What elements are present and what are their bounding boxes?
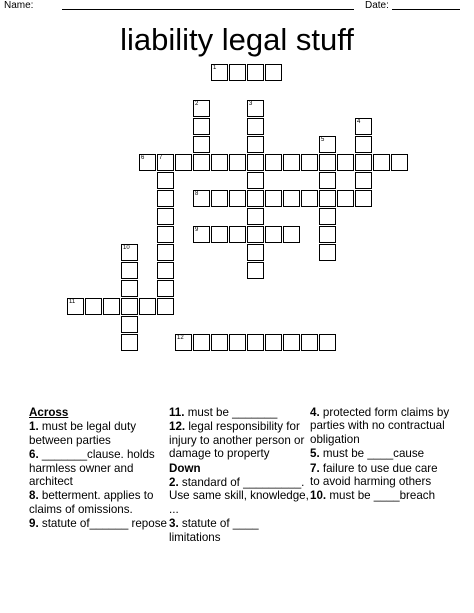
grid-cell[interactable]: [247, 118, 264, 135]
grid-cell[interactable]: [193, 226, 210, 243]
across-heading: Across: [29, 406, 69, 419]
grid-cell[interactable]: [103, 298, 120, 315]
grid-cell[interactable]: [85, 298, 102, 315]
clue-item-number: 10.: [310, 489, 327, 503]
grid-cell[interactable]: [283, 190, 300, 207]
date-label: Date:: [365, 0, 389, 11]
grid-cell[interactable]: [193, 118, 210, 135]
clue-number: 11: [69, 299, 76, 305]
grid-cell[interactable]: [265, 334, 282, 351]
clue-number: 9: [195, 227, 199, 233]
grid-cell[interactable]: [139, 298, 156, 315]
grid-cell[interactable]: [319, 136, 336, 153]
grid-cell[interactable]: [211, 154, 228, 171]
grid-cell[interactable]: [247, 262, 264, 279]
grid-cell[interactable]: [355, 154, 372, 171]
clue-item-text: standard of _________. Use same skill, knowledge, ...: [169, 476, 309, 516]
clues-column-1: [29, 406, 169, 532]
clue-item-text: must be legal duty between parties: [29, 420, 136, 447]
clue-item: [169, 476, 309, 516]
grid-cell[interactable]: [211, 64, 228, 81]
grid-cell[interactable]: [319, 244, 336, 261]
clue-item: [169, 420, 309, 460]
clue-number: 1: [213, 65, 217, 71]
clue-item-number: 11.: [169, 406, 185, 419]
grid-cell[interactable]: [229, 154, 246, 171]
grid-cell[interactable]: [355, 136, 372, 153]
grid-cell[interactable]: [67, 298, 84, 315]
grid-cell[interactable]: [157, 190, 174, 207]
grid-cell[interactable]: [121, 316, 138, 333]
down-heading: Down: [169, 461, 201, 475]
grid-cell[interactable]: [229, 64, 246, 81]
clue-item-number: 2.: [169, 476, 179, 490]
grid-cell[interactable]: [175, 154, 192, 171]
grid-cell[interactable]: [157, 280, 174, 297]
clue-item: [310, 406, 450, 446]
clue-item-number: 12.: [169, 420, 186, 434]
clue-item-number: 8.: [29, 489, 39, 503]
grid-cell[interactable]: [157, 208, 174, 225]
grid-cell[interactable]: [157, 172, 174, 189]
grid-cell[interactable]: [283, 334, 300, 351]
grid-cell[interactable]: [193, 136, 210, 153]
clue-number: 8: [195, 191, 199, 197]
grid-cell[interactable]: [247, 172, 264, 189]
clue-item: [310, 489, 450, 502]
grid-cell[interactable]: [247, 226, 264, 243]
grid-cell[interactable]: [265, 190, 282, 207]
grid-cell[interactable]: [301, 334, 318, 351]
grid-cell[interactable]: [193, 154, 210, 171]
grid-cell[interactable]: [319, 154, 336, 171]
grid-cell[interactable]: [355, 190, 372, 207]
clues-column-2: [169, 406, 309, 545]
grid-cell[interactable]: [319, 172, 336, 189]
clue-item-number: 9.: [29, 517, 39, 531]
clue-item: [169, 406, 309, 419]
clue-item-number: 4.: [310, 406, 320, 419]
clue-item-text: must be ____breach: [326, 489, 436, 503]
grid-cell[interactable]: [211, 226, 228, 243]
grid-cell[interactable]: [373, 154, 390, 171]
clue-number: 5: [321, 137, 325, 143]
grid-cell[interactable]: [247, 100, 264, 117]
grid-cell[interactable]: [265, 154, 282, 171]
grid-cell[interactable]: [229, 226, 246, 243]
clue-item-text: _______clause. holds harmless owner and architect: [29, 448, 155, 489]
grid-cell[interactable]: [121, 262, 138, 279]
clue-item-text: protected form claims by parties with no contractual obligation: [310, 406, 450, 446]
grid-cell[interactable]: [265, 226, 282, 243]
clue-item-text: failure to use due care to avoid harming others: [310, 461, 438, 489]
grid-cell[interactable]: [193, 100, 210, 117]
clue-item: [169, 517, 309, 544]
grid-cell[interactable]: [337, 154, 354, 171]
clues-column-3: [310, 406, 450, 504]
grid-cell[interactable]: [391, 154, 408, 171]
clue-number: 10: [123, 245, 130, 251]
clue-item-text: must be ____cause: [319, 447, 425, 461]
clue-item-number: 1.: [29, 420, 39, 434]
grid-cell[interactable]: [175, 334, 192, 351]
clue-item-number: 5.: [310, 447, 320, 461]
clue-number: 6: [141, 155, 145, 161]
across-clues-list-cont: [169, 406, 309, 461]
clue-item: [310, 447, 450, 460]
grid-cell[interactable]: [301, 190, 318, 207]
clue-number: 4: [357, 119, 361, 125]
grid-cell[interactable]: [337, 190, 354, 207]
clue-item: [29, 489, 169, 516]
grid-cell[interactable]: [319, 334, 336, 351]
grid-cell[interactable]: [247, 334, 264, 351]
grid-cell[interactable]: [319, 208, 336, 225]
grid-cell[interactable]: [157, 262, 174, 279]
grid-cell[interactable]: [121, 244, 138, 261]
grid-cell[interactable]: [319, 226, 336, 243]
clue-item: [29, 517, 169, 530]
grid-cell[interactable]: [247, 136, 264, 153]
grid-cell[interactable]: [247, 208, 264, 225]
grid-cell[interactable]: [283, 226, 300, 243]
grid-cell[interactable]: [283, 154, 300, 171]
grid-cell[interactable]: [121, 334, 138, 351]
grid-cell[interactable]: [211, 190, 228, 207]
down-clues-list: [169, 476, 309, 544]
grid-cell[interactable]: [193, 334, 210, 351]
grid-cell[interactable]: [193, 190, 210, 207]
clue-item: [310, 462, 450, 489]
clue-item: [29, 420, 169, 447]
clue-number: 7: [159, 155, 163, 161]
clue-item-number: 7.: [310, 461, 320, 475]
name-label: Name:: [4, 0, 34, 11]
grid-cell[interactable]: [229, 334, 246, 351]
clue-number: 2: [195, 101, 199, 107]
grid-cell[interactable]: [121, 280, 138, 297]
clue-item-text: statute of______ repose: [38, 517, 167, 531]
grid-cell[interactable]: [247, 154, 264, 171]
clue-number: 3: [249, 101, 253, 107]
grid-cell[interactable]: [211, 334, 228, 351]
clue-item-text: legal responsibility for injury to another person or damage to property: [169, 420, 305, 461]
clue-item: [29, 448, 169, 488]
grid-cell[interactable]: [229, 190, 246, 207]
grid-cell[interactable]: [157, 226, 174, 243]
grid-cell[interactable]: [139, 154, 156, 171]
grid-cell[interactable]: [355, 172, 372, 189]
grid-cell[interactable]: [157, 154, 174, 171]
grid-cell[interactable]: [247, 64, 264, 81]
grid-cell[interactable]: [265, 64, 282, 81]
down-clues-list-cont: [310, 406, 450, 503]
grid-cell[interactable]: [319, 190, 336, 207]
clue-item-text: must be _______: [184, 406, 278, 419]
grid-cell[interactable]: [355, 118, 372, 135]
grid-cell[interactable]: [157, 298, 174, 315]
clue-item-number: 3.: [169, 517, 179, 531]
grid-cell[interactable]: [121, 298, 138, 315]
grid-cell[interactable]: [247, 244, 264, 261]
across-clues-list: [29, 420, 169, 530]
clue-item-text: betterment. applies to claims of omissions.: [29, 489, 154, 516]
grid-cell[interactable]: [157, 244, 174, 261]
clue-item-text: statute of ____ limitations: [169, 517, 259, 544]
clue-number: 12: [177, 335, 184, 341]
puzzle-title: liability legal stuff: [120, 22, 354, 57]
grid-cell[interactable]: [301, 154, 318, 171]
grid-cell[interactable]: [247, 190, 264, 207]
clue-item-number: 6.: [29, 448, 39, 462]
